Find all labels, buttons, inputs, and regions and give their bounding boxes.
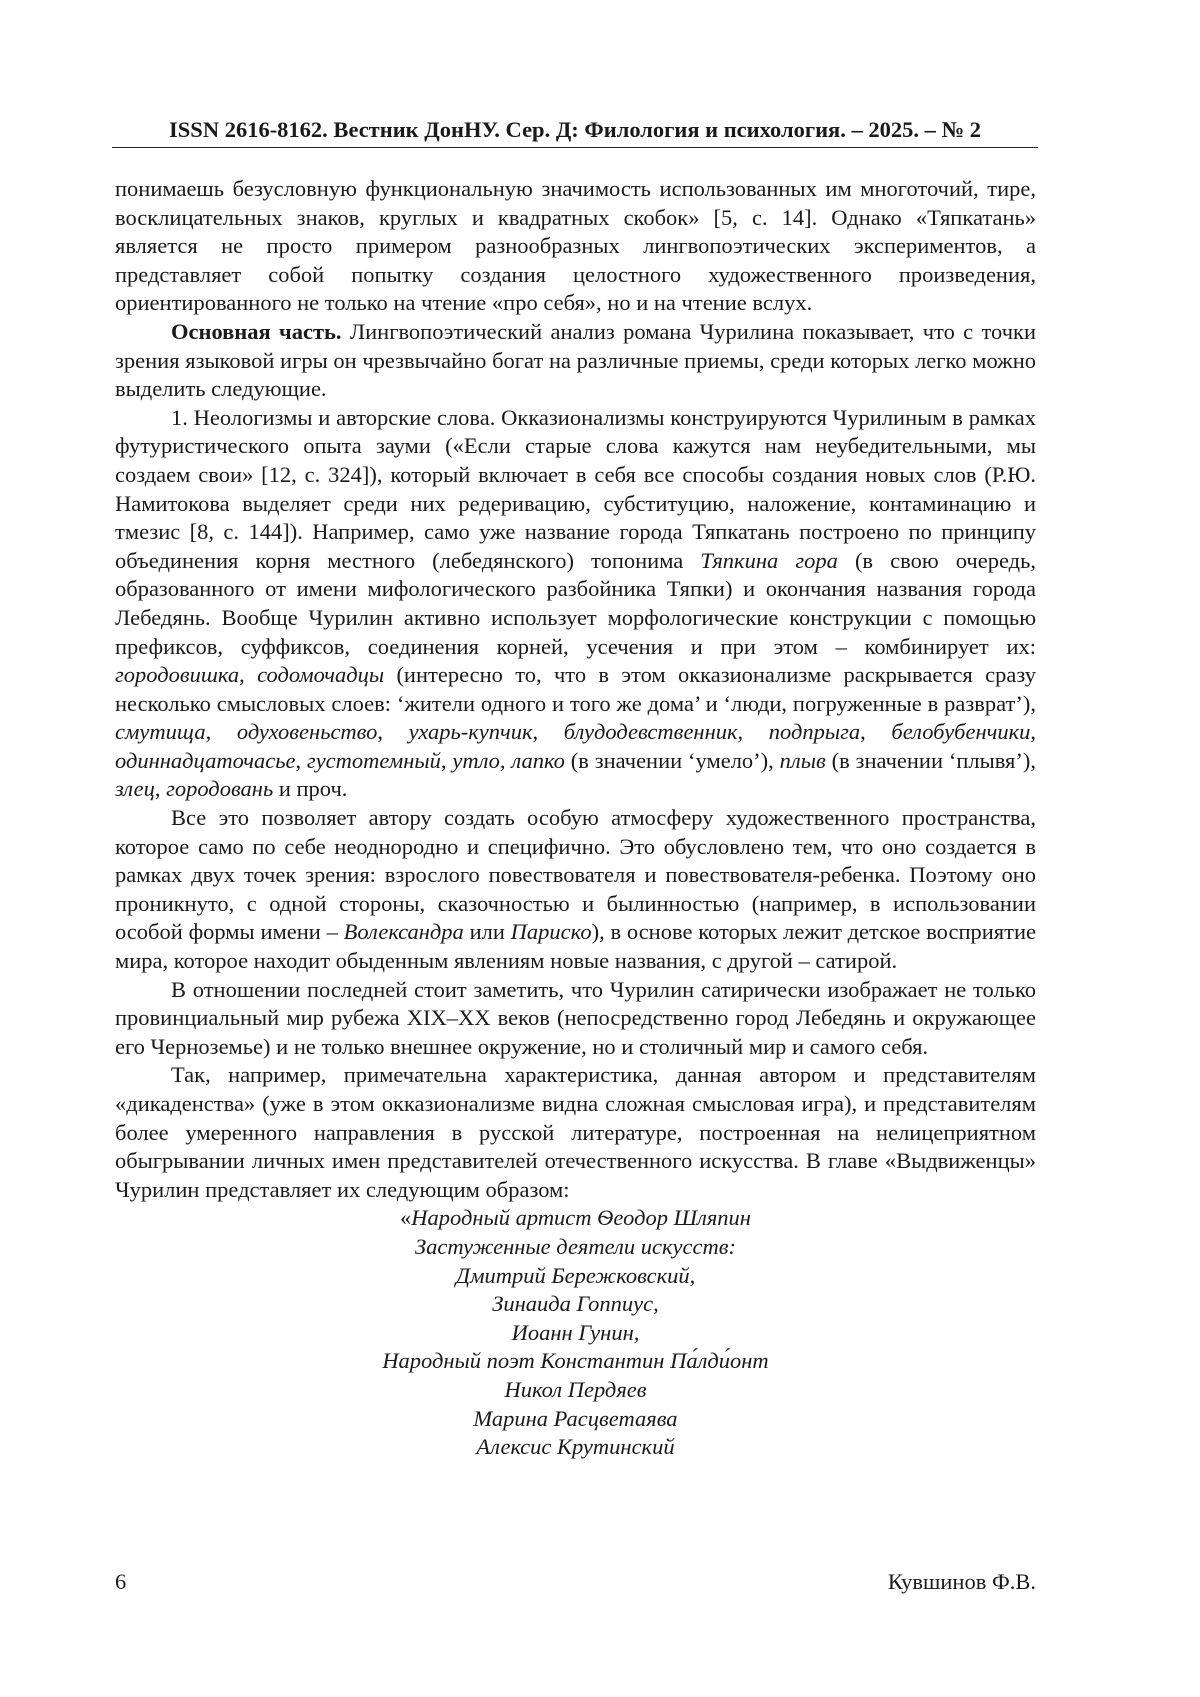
verse-line: Алексис Крутинский bbox=[476, 1434, 675, 1460]
paragraph-2: Основная часть. Лингвопоэтический анализ романа Чурилина показывает, что с точки зрения языковой игры он чрезвычайно богат на различные приемы, среди которых легко можно выделить следующие. bbox=[115, 318, 1036, 402]
verse-line: Застуженные деятели искусств: bbox=[415, 1233, 736, 1259]
verse-line: Народный поэт Константин Па́лди́онт bbox=[382, 1348, 769, 1374]
verse-line: Иоанн Гунин, bbox=[511, 1319, 640, 1345]
section-heading: Основная часть. bbox=[171, 318, 342, 344]
footer-author: Кувшинов Ф.В. bbox=[887, 1569, 1036, 1594]
verse-line: «Народный артист Ѳеодор Шляпин bbox=[400, 1205, 751, 1231]
verse-line: Марина Расцветаява bbox=[473, 1405, 678, 1431]
verse-line: Дмитрий Бережковский, bbox=[455, 1262, 696, 1288]
paragraph-6: Так, например, примечательна характеристика, данная автором и представителям «дикаденства» (уже в этом окказионализме видна сложная смысловая игра), и представителям более умеренного направления в русской литературе, построенная на нелицеприятном обыгрывании личных имен представителей отечественного искусства. В главе «Выдвиженцы» Чурилин представляет их следующим образом: bbox=[115, 1062, 1036, 1202]
page-footer bbox=[115, 1568, 1036, 1596]
paragraph-3: 1. Неологизмы и авторские слова. Окказионализмы конструируются Чурилиным в рамках футуристического опыта зауми («Если старые слова кажутся нам неубедительными, мы создаем свои» [12, с. 324]), который включает в себя все способы создания новых слов (Р.Ю. Намитокова выделяет среди них редеривацию, субституцию, наложение, контаминацию и тмезис [8, с. 144]). Например, само уже название города Тяпкатань построено по принципу объединения корня местного (лебедянского) топонима Тяпкина гора (в свою очередь, образованного от имени мифологического разбойника Тяпки) и окончания названия города Лебедянь. Вообще Чурилин активно использует морфологические конструкции с помощью префиксов, суффиксов, соединения корней, усечения и при этом – комбинирует их: городовишка, содомочадцы (интересно то, что в этом окказионализме раскрывается сразу несколько смысловых слоев: ‘жители одного и того же дома’ и ‘люди, погруженные в разврат’), смутища, одуховеньство, ухарь-купчик, блудодевственник, подпрыга, белобубенчики, одиннадцаточасье, густотемный, утло, лапко (в значении ‘умело’), плыв (в значении ‘плывя’), злец, городовань и проч. bbox=[115, 404, 1037, 802]
article-body bbox=[115, 175, 1036, 1462]
verse-line: Никол Пердяев bbox=[504, 1376, 647, 1402]
paragraph-5: В отношении последней стоит заметить, что Чурилин сатирически изображает не только провинциальный мир рубежа XIX–XX веков (непосредственно город Лебедянь и окружающее его Черноземье) и не только внешнее окружение, но и столичный мир и самого себя. bbox=[115, 976, 1036, 1059]
page-number: 6 bbox=[115, 1569, 127, 1594]
verse-line: Зинаида Гоппиус, bbox=[492, 1291, 659, 1317]
verse-quote bbox=[115, 1204, 1036, 1461]
paragraph-1: понимаешь безусловную функциональную значимость использованных им многоточий, тире, восклицательных знаков, круглых и квадратных скобок» [5, с. 14]. Однако «Тяпкатань» является не просто примером разнообразных лингвопоэтических экспериментов, а представляет собой попытку создания целостного художественного произведения, ориентированного не только на чтение «про себя», но и на чтение вслух. bbox=[115, 176, 1036, 316]
paragraph-4: Все это позволяет автору создать особую атмосферу художественного пространства, которое само по себе неоднородно и специфично. Это обусловлено тем, что оно создается в рамках двух точек зрения: взрослого повествователя и повествователя-ребенка. Поэтому оно проникнуто, с одной стороны, сказочностью и былинностью (например, в использовании особой формы имени – Волександра или Париско), в основе которых лежит детское восприятие мира, которое находит обыденным явлениям новые названия, с другой – сатирой. bbox=[115, 805, 1036, 974]
journal-header: ISSN 2616-8162. Вестник ДонНУ. Сер. Д: Филология и психология. – 2025. – № 2 bbox=[112, 116, 1038, 148]
